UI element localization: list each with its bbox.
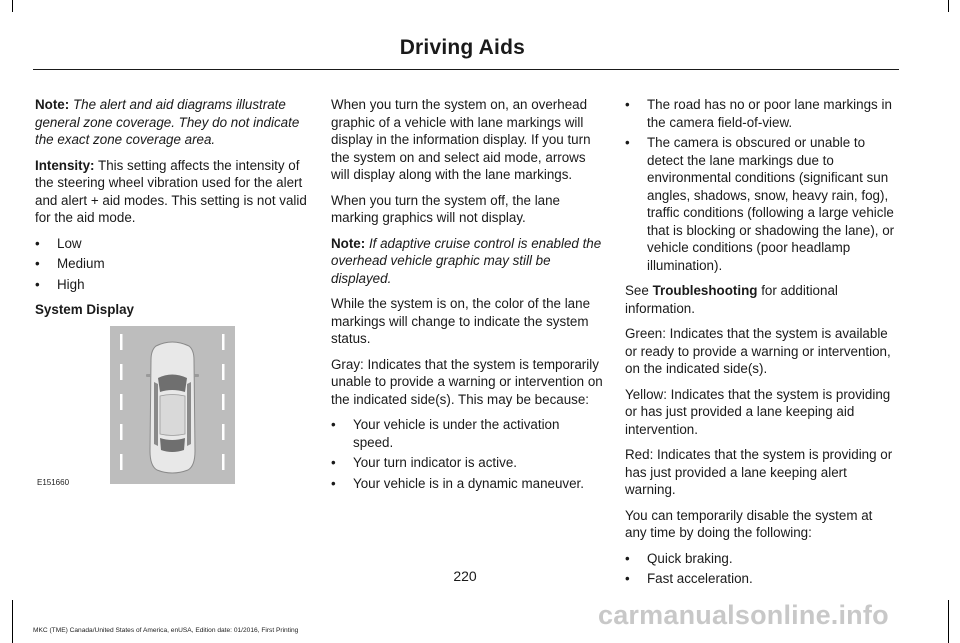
list-item: • Your turn indicator is active. (331, 454, 603, 472)
list-item: • Low (35, 235, 307, 253)
header-divider (33, 69, 899, 70)
intensity-description (35, 157, 307, 227)
paragraph: When you turn the system off, the lane marking graphics will not display. (331, 192, 561, 225)
note-text: The alert and aid diagrams illustrate general zone coverage. They do not indicate the exact zone coverage area. (35, 97, 300, 147)
overhead-vehicle-graphic (110, 326, 235, 484)
page-number: 220 (453, 568, 477, 584)
note-text: If adaptive cruise control is enabled the overhead vehicle graphic may still be displayed. (331, 235, 602, 286)
system-display-heading: System Display (35, 302, 134, 317)
column-middle (331, 96, 603, 500)
list-item: • Your vehicle is under the activation speed. (331, 416, 603, 451)
list-item: • The camera is obscured or unable to detect the lane markings due to environmental conditions (significant sun angles, shadows, snow, heavy rain, fog), traffic conditions (following a large vehicle that is blocking or shadowing the lane), or vehicle conditions (poor headlamp illumination). (625, 134, 897, 274)
list-item: • Your vehicle is in a dynamic maneuver. (331, 475, 603, 493)
gray-reasons-list-continued (625, 96, 897, 274)
page-title: Driving Aids (399, 36, 525, 59)
green-status-description: Green: Indicates that the system is available or ready to provide a warning or intervention, on the indicated side(s). (625, 326, 891, 376)
troubleshooting-reference (625, 282, 897, 317)
crop-mark-top-left (12, 0, 13, 12)
intensity-levels-list (35, 235, 307, 294)
red-status-description: Red: Indicates that the system is providing or has just provided a lane keeping alert warning. (625, 447, 893, 497)
figure-code: E151660 (37, 478, 70, 487)
see-suffix: for additional information. (625, 283, 838, 316)
list-item: • The road has no or poor lane markings in the camera field-of-view. (625, 96, 897, 131)
paragraph: While the system is on, the color of the lane markings will change to indicate the system status. (331, 296, 591, 346)
paragraph: When you turn the system on, an overhead graphic of a vehicle with lane markings will display in the information display. If you turn the system on and select aid mode, arrows will display along with the lane markings. (331, 97, 591, 182)
column-right (625, 96, 897, 596)
lane-display-illustration (110, 326, 235, 484)
crop-mark-bottom-right (948, 600, 949, 643)
column-left (35, 96, 307, 327)
note-label: Note: (35, 97, 70, 112)
note-label: Note: (331, 235, 366, 251)
gray-status-description: Gray: Indicates that the system is temporarily unable to provide a warning or intervention on the indicated side(s). This may be because: (331, 356, 603, 407)
diagram-note (35, 96, 307, 149)
list-item: • High (35, 276, 307, 294)
see-prefix: See (625, 283, 649, 298)
watermark: carmanualsonline.info (598, 600, 889, 630)
edition-footer: MKC (TME) Canada/United States of America, enUSA, Edition date: 01/2016, First Printing (33, 627, 299, 634)
list-item: • Fast acceleration. (625, 570, 897, 588)
crop-mark-top-right (948, 0, 949, 12)
yellow-status-description: Yellow: Indicates that the system is providing or has just provided a lane keeping aid intervention. (625, 386, 891, 437)
intensity-text: This setting affects the intensity of the steering wheel vibration used for the alert and alert + aid modes. This setting is not valid for the aid mode. (35, 157, 307, 225)
list-item: • Medium (35, 255, 307, 273)
car-icon (146, 342, 199, 473)
gray-reasons-list (331, 416, 603, 492)
disable-intro: You can temporarily disable the system at any time by doing the following: (625, 507, 873, 540)
troubleshooting-link[interactable]: Troubleshooting (652, 283, 758, 298)
list-item: • Quick braking. (625, 550, 897, 568)
crop-mark-bottom-left (12, 600, 13, 643)
acc-note (331, 235, 603, 288)
intensity-label: Intensity: (35, 157, 95, 173)
